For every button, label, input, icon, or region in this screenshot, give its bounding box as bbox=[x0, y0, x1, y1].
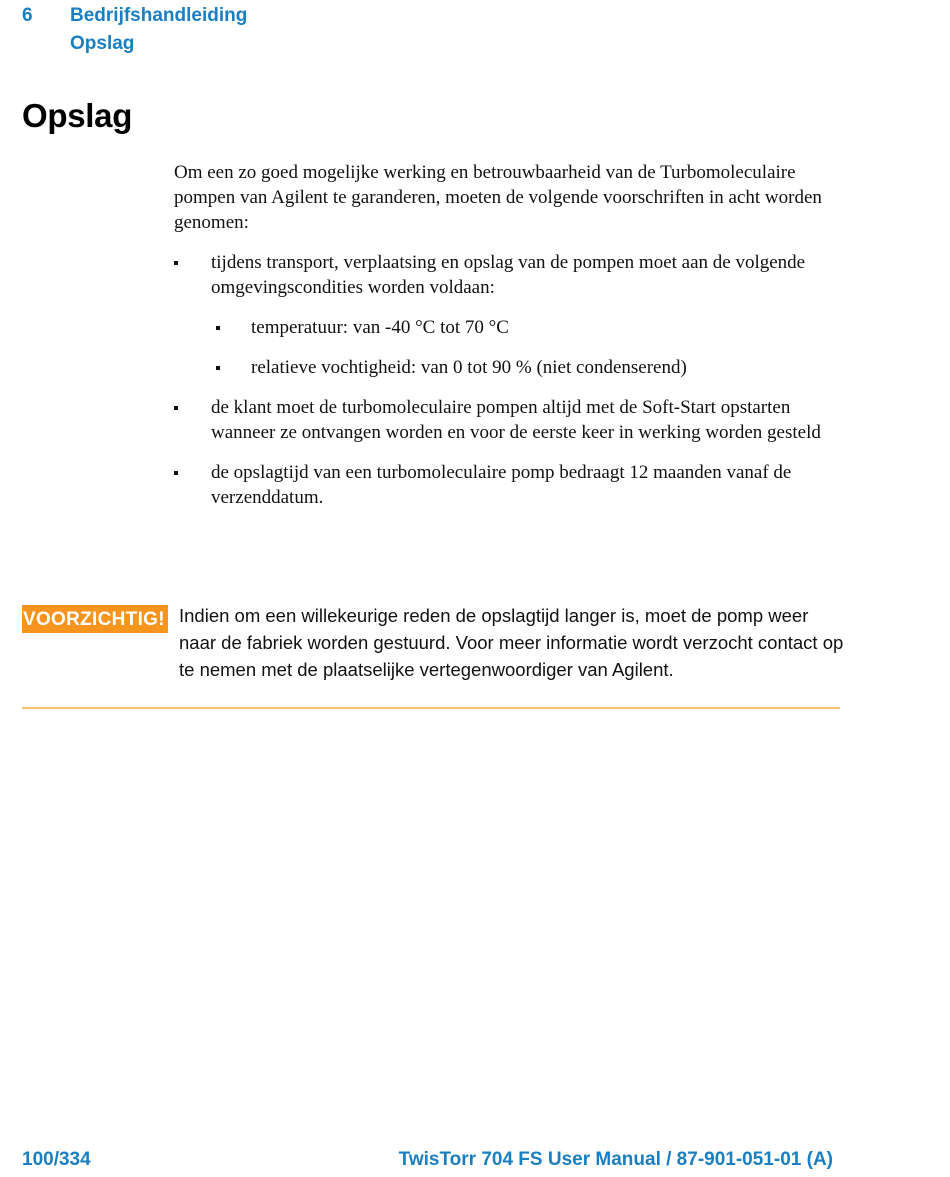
running-header bbox=[22, 2, 247, 58]
page-number: 100/334 bbox=[22, 1149, 91, 1170]
sublist-item bbox=[211, 355, 854, 380]
list-item bbox=[174, 460, 854, 510]
list-item-text: de opslagtijd van een turbomoleculaire pomp bedraagt 12 maanden vanaf de verzenddatum. bbox=[211, 462, 792, 508]
bullet-icon bbox=[216, 326, 220, 330]
list-item bbox=[174, 395, 854, 445]
main-body bbox=[174, 160, 854, 525]
list-item-text: de klant moet de turbomoleculaire pompen altijd met de Soft-Start opstarten wanneer ze ontvangen worden en voor de eerste keer in werking worden gesteld bbox=[211, 397, 821, 443]
caution-label: VOORZICHTIG! bbox=[22, 605, 168, 633]
bullet-icon bbox=[174, 261, 178, 265]
chapter-title: Bedrijfshandleiding bbox=[70, 5, 248, 26]
section-title: Opslag bbox=[70, 33, 135, 54]
header-chapter-row bbox=[22, 2, 247, 30]
sublist-item-text: relatieve vochtigheid: van 0 tot 90 % (niet condenserend) bbox=[251, 357, 687, 378]
conditions-sublist bbox=[211, 315, 854, 380]
intro-paragraph: Om een zo goed mogelijke werking en betrouwbaarheid van de Turbomoleculaire pompen van Agilent te garanderen, moeten de volgende voorschriften in acht worden genomen: bbox=[174, 162, 822, 233]
requirements-list bbox=[174, 250, 854, 510]
bullet-icon bbox=[174, 471, 178, 475]
bullet-icon bbox=[216, 366, 220, 370]
sublist-item-text: temperatuur: van -40 °C tot 70 °C bbox=[251, 317, 509, 338]
list-item-text: tijdens transport, verplaatsing en opslag van de pompen moet aan de volgende omgevingscondities worden voldaan: bbox=[211, 252, 806, 298]
page-title: Opslag bbox=[22, 97, 133, 134]
list-item bbox=[174, 250, 854, 380]
bullet-icon bbox=[174, 406, 178, 410]
caution-text: Indien om een willekeurige reden de opslagtijd langer is, moet de pomp weer naar de fabriek worden gestuurd. Voor meer informatie wordt verzocht contact op te nemen met de plaatselijke vertegenwoordiger van Agilent. bbox=[179, 605, 844, 680]
manual-reference: TwisTorr 704 FS User Manual / 87-901-051-01 (A) bbox=[398, 1149, 833, 1170]
header-section-row bbox=[22, 30, 247, 58]
chapter-number: 6 bbox=[22, 5, 33, 26]
caution-divider bbox=[22, 707, 840, 709]
sublist-item bbox=[211, 315, 854, 340]
